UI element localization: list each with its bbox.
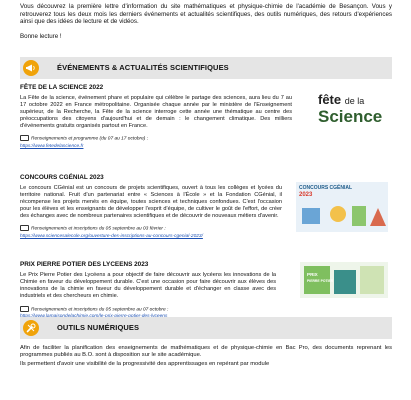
note-text: Renseignements et programme (du 07 au 17 octobre) : bbox=[31, 136, 149, 142]
megaphone-icon bbox=[23, 60, 39, 76]
article-heading: CONCOURS CGÉNIAL 2023 bbox=[20, 174, 104, 181]
note-text: Renseignements et inscriptions du 05 septembre au 03 février : bbox=[31, 226, 166, 232]
article-fete-science bbox=[20, 85, 292, 151]
article-note bbox=[20, 225, 282, 233]
section-header-events bbox=[20, 57, 392, 79]
article-body: La Fête de la science, événement phare et populaire qui célèbre le partage des sciences, aura lieu du 7 au 17 octobre 2022 en France métropolitaine. Organisée chaque année par le ministère de l'Enseignement supérieur, de la Recherche, la Fête de la science interroge cette année une thématique au centre des préoccupations des citoyens d'aujourd'hui et de demain : le changement climatique. Des milliers d'événements gratuits organisés partout en France. bbox=[20, 94, 292, 129]
article-heading: PRIX PIERRE POTIER DES LYCEENS 2023 bbox=[20, 261, 149, 268]
article-pierre-potier bbox=[20, 262, 276, 321]
fete-science-logo bbox=[318, 93, 398, 133]
article-body: Le concours CGénial est un concours de projets scientifiques, ouvert à tous les collèges et lycées du territoire national. Fruit d'un partenariat entre « Sciences à l'École » et la Fondation CGénial, il récompense les projets menés en équipe, toutes sciences et techniques confondues. C'est l'occasion pour les élèves et les enseignants de développer l'esprit d'équipe, de cultiver le goût de l'effort, de créer des échanges avec de nombreux partenaires scientifiques et de découvrir de nouveaux métiers d'avenir. bbox=[20, 184, 282, 219]
info-icon bbox=[20, 135, 29, 141]
tools-text-2: Ils permettent d'avoir une visibilité de la progressivité des apprentissages en repérant par module bbox=[20, 361, 270, 367]
article-body: Le Prix Pierre Potier des Lycéens a pour objectif de faire découvrir aux lycéens les innovations de la Chimie en faveur du développement durable. C'est une occasion pour faire découvrir aux élèves des innovations de la chimie en faveur du développement durable et d'échanger en classe avec des industriels et des chercheurs en chimie. bbox=[20, 271, 276, 299]
info-icon bbox=[20, 225, 29, 231]
tools-text: Afin de faciliter la planification des enseignements de mathématiques et de physique-chimie en Bac Pro, des documents reprenant les programmes publiés au B.O. sont à disposition sur le site académique. bbox=[20, 345, 392, 358]
logo-science: Science bbox=[318, 107, 383, 126]
logo-fete: fête bbox=[318, 92, 342, 107]
cgenial-title: CONCOURS CGÉNIAL bbox=[299, 185, 353, 191]
info-icon bbox=[20, 306, 29, 312]
article-note bbox=[20, 135, 292, 143]
section-title-tools: OUTILS NUMÉRIQUES bbox=[57, 323, 140, 332]
cgenial-year: 2023 bbox=[299, 192, 313, 198]
intro bbox=[20, 3, 392, 40]
intro-greeting: Bonne lecture ! bbox=[20, 32, 62, 40]
logo-de-la: de la bbox=[344, 96, 365, 106]
tools-icon bbox=[23, 320, 39, 336]
article-link[interactable]: https://www.fetedelascience.fr bbox=[20, 143, 84, 149]
tools-description bbox=[20, 345, 392, 368]
section-title-events: ÉVÉNEMENTS & ACTUALITÉS SCIENTIFIQUES bbox=[57, 63, 229, 72]
intro-text: Vous découvrez la première lettre d'information du site mathématiques et physique-chimie de l'académie de Besançon. Vous y retrouverez tous les deux mois les derniers événements et actualités scientifiques, des outils numériques, des retours d'expériences ainsi que des idées de lecture et de vidéos. bbox=[20, 3, 392, 26]
note-text: Renseignements et inscriptions du 05 septembre au 07 octobre : bbox=[31, 306, 169, 312]
article-cgenial bbox=[20, 175, 282, 241]
article-note bbox=[20, 306, 276, 314]
section-header-tools bbox=[20, 317, 392, 339]
article-heading: FÊTE DE LA SCIENCE 2022 bbox=[20, 84, 104, 91]
article-link[interactable]: https://www.sciencesalecole.org/ouverture-des-inscriptions-au-concours-cgenial-2023/ bbox=[20, 233, 203, 239]
prix-label: PRIX bbox=[307, 272, 318, 277]
prix-name: PIERRE POTIER bbox=[307, 279, 334, 283]
cgenial-image bbox=[296, 182, 388, 232]
pierre-potier-image bbox=[300, 262, 388, 298]
